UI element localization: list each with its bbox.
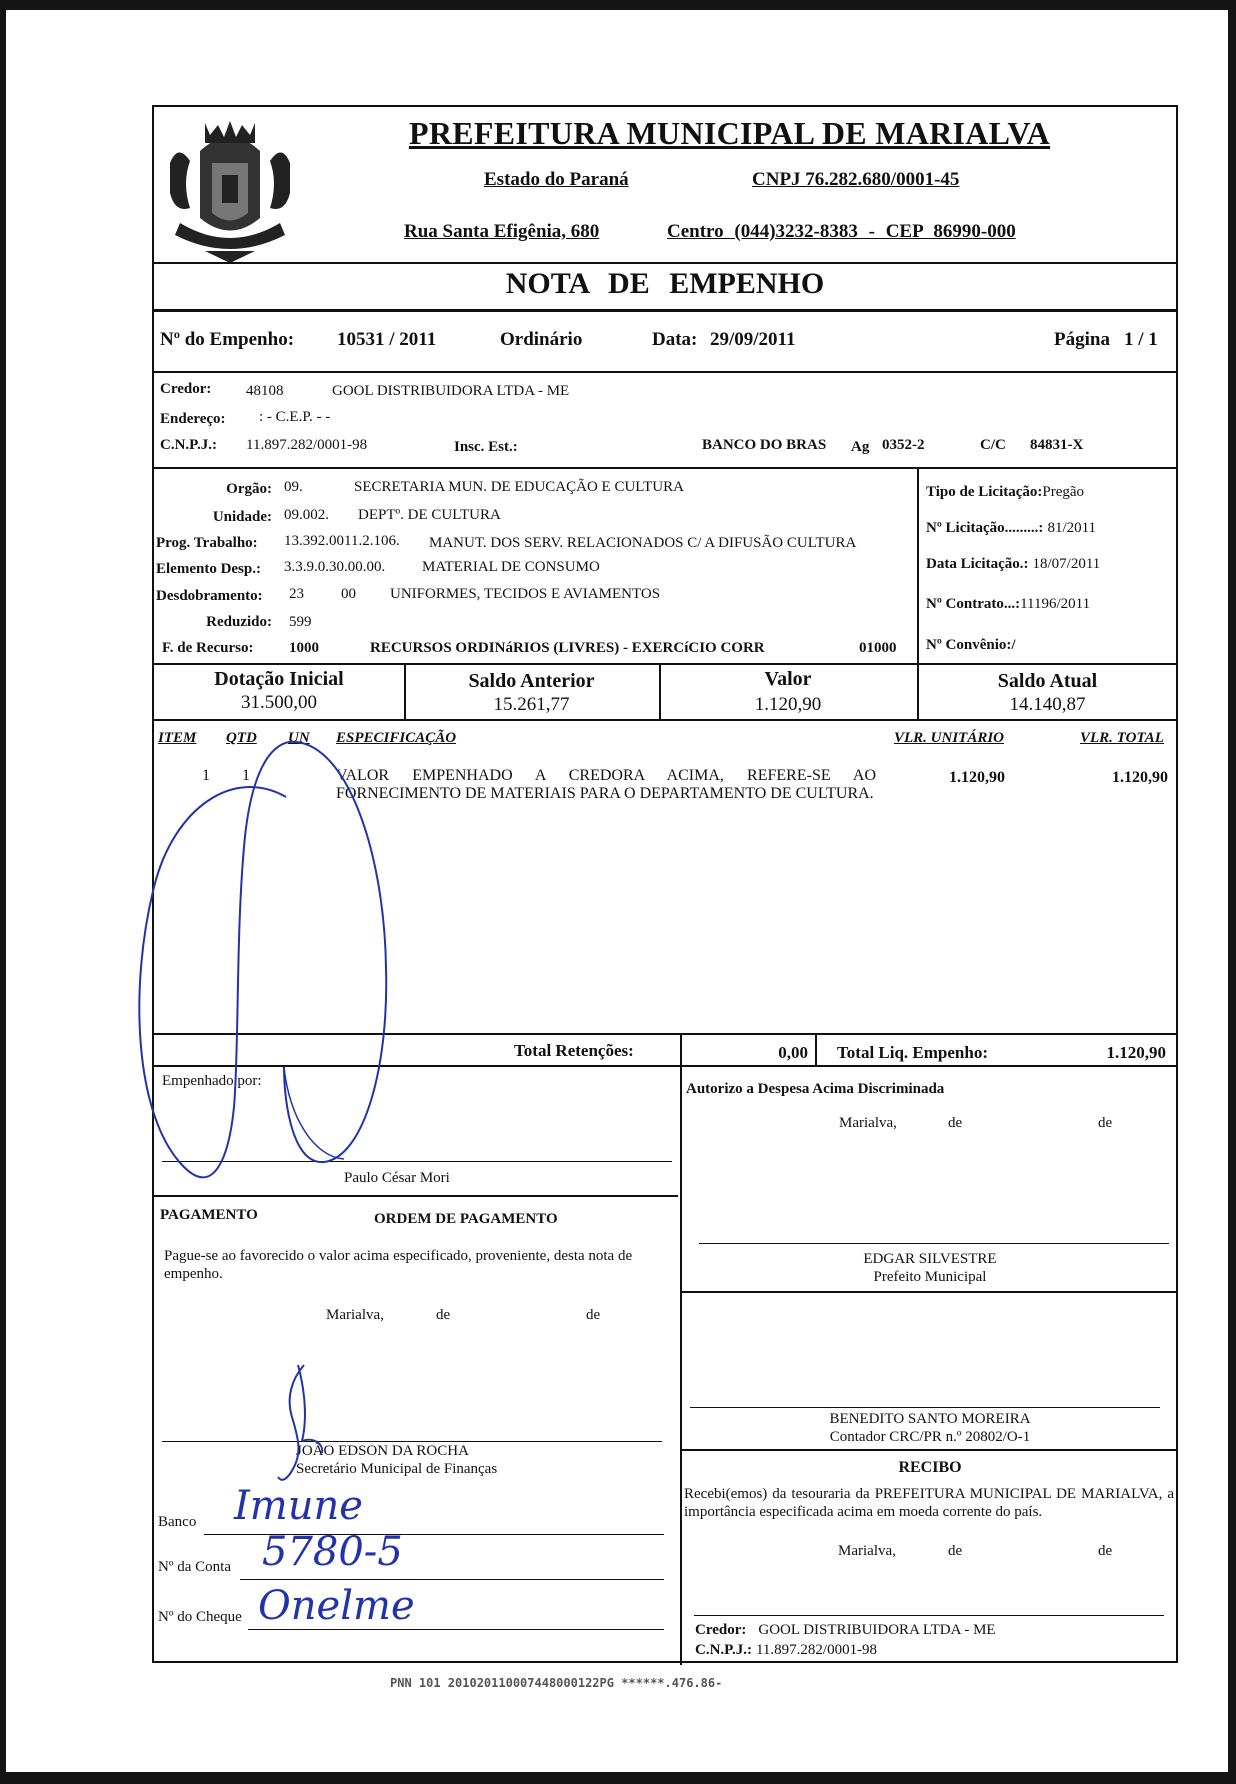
unidade-code: 09.002. xyxy=(284,507,329,523)
prog-name: MANUT. DOS SERV. RELACIONADOS C/ A DIFUSÃO CULTURA xyxy=(429,535,857,551)
col-item-header: ITEM xyxy=(158,730,197,746)
prefeito-name: EDGAR SILVESTRE xyxy=(863,1251,997,1267)
document-title: NOTA DE EMPENHO xyxy=(505,267,825,300)
contrato-label: Nº Contrato...: xyxy=(926,596,1021,612)
licitacao-date-label: Data Licitação.: xyxy=(926,556,1029,572)
licitacao-type-value: Pregão xyxy=(1042,484,1085,500)
cheque-handwritten: Onelme xyxy=(258,1583,415,1629)
recibo-de2: de xyxy=(1098,1543,1113,1559)
recibo-credor xyxy=(695,1621,996,1639)
recurso-label: F. de Recurso: xyxy=(162,640,254,656)
street-address: Rua Santa Efigênia, 680 xyxy=(404,221,600,242)
licitacao-number-label: Nº Licitação.........: xyxy=(926,520,1044,536)
col-total-header: VLR. TOTAL xyxy=(1080,730,1164,746)
recurso-code: 1000 xyxy=(289,640,319,656)
account-label: C/C xyxy=(980,437,1006,453)
empenho-date-label: Data: xyxy=(652,329,698,350)
empenhado-signature-line xyxy=(162,1161,672,1162)
cheque-label: Nº do Cheque xyxy=(158,1609,242,1625)
page-label: Página xyxy=(1054,329,1110,350)
licitacao-type xyxy=(926,483,1084,501)
unidade-label: Unidade: xyxy=(212,509,272,525)
col-qtd-header: QTD xyxy=(226,730,257,746)
desdobramento-sub: 00 xyxy=(341,586,356,602)
pagamento-de2: de xyxy=(586,1307,601,1323)
reduzido-value: 599 xyxy=(289,614,312,630)
recibo-signature-line xyxy=(694,1615,1164,1616)
licitacao-date-value: 18/07/2011 xyxy=(1032,556,1101,572)
insc-est-label: Insc. Est.: xyxy=(454,439,518,455)
saldo-atual-value: 14.140,87 xyxy=(1009,694,1086,715)
saldo-atual-label: Saldo Atual xyxy=(997,670,1098,692)
licitacao-type-label: Tipo de Licitação: xyxy=(926,484,1043,500)
recibo-place: Marialva, xyxy=(838,1543,896,1559)
coat-of-arms-icon xyxy=(160,113,300,263)
banco-label: Banco xyxy=(158,1514,197,1530)
contador-role: Contador CRC/PR n.º 20802/O-1 xyxy=(829,1429,1031,1445)
total-retencoes-value: 0,00 xyxy=(778,1043,808,1062)
elemento-name: MATERIAL DE CONSUMO xyxy=(422,559,600,575)
item-total-value: 1.120,90 xyxy=(1112,769,1168,786)
autorizo-de1: de xyxy=(948,1115,963,1131)
dotacao-label: Dotação Inicial xyxy=(214,668,344,690)
account-value: 84831-X xyxy=(1030,437,1084,453)
autorizo-label: Autorizo a Despesa Acima Discriminada xyxy=(686,1081,945,1097)
item-number: 1 xyxy=(202,767,210,784)
credor-label: Credor: xyxy=(160,381,212,397)
reduzido-label: Reduzido: xyxy=(206,614,272,630)
address-label: Endereço: xyxy=(160,411,226,427)
address-value: : - C.E.P. - - xyxy=(259,409,331,425)
item-qtd: 1 xyxy=(242,767,250,784)
agency-value: 0352-2 xyxy=(882,437,925,453)
prog-label: Prog. Trabalho: xyxy=(156,535,258,551)
empenho-date: 29/09/2011 xyxy=(710,329,796,350)
conta-label: Nº da Conta xyxy=(158,1559,231,1575)
pagamento-label: PAGAMENTO xyxy=(160,1207,258,1223)
empenhado-name: Paulo César Mori xyxy=(344,1170,450,1186)
valor-value: 1.120,90 xyxy=(754,694,822,715)
total-liq-label: Total Liq. Empenho: xyxy=(837,1043,988,1062)
saldo-anterior-label: Saldo Anterior xyxy=(468,670,595,692)
secretario-signature-line xyxy=(162,1441,662,1442)
pagamento-de1: de xyxy=(436,1307,451,1323)
orgao-name: SECRETARIA MUN. DE EDUCAÇÃO E CULTURA xyxy=(354,479,684,495)
credor-code: 48108 xyxy=(246,383,284,399)
nota-de-empenho-form xyxy=(152,105,1178,1663)
secretario-role: Secretário Municipal de Finanças xyxy=(296,1461,498,1477)
recibo-text: Recebi(emos) da tesouraria da PREFEITURA MUNICIPAL DE MARIALVA, a importância especificada acima em moeda corrente do país. xyxy=(684,1486,1174,1520)
recibo-credor-label: Credor: xyxy=(695,1622,747,1638)
recurso-name: RECURSOS ORDINáRIOS (LIVRES) - EXERCíCIO CORR xyxy=(370,640,765,656)
municipality-cnpj: CNPJ 76.282.680/0001-45 xyxy=(752,169,960,190)
licitacao-date xyxy=(926,555,1100,573)
recibo-de1: de xyxy=(948,1543,963,1559)
empenho-number-label: Nº do Empenho: xyxy=(160,329,295,350)
prefeito-role: Prefeito Municipal xyxy=(873,1269,987,1285)
recurso-sub: 01000 xyxy=(859,640,897,656)
desdobramento-name: UNIFORMES, TECIDOS E AVIAMENTOS xyxy=(390,586,661,602)
banco-handwritten: Imune xyxy=(234,1483,363,1529)
bank-name: BANCO DO BRAS xyxy=(702,437,827,453)
recibo-title: RECIBO xyxy=(898,1459,962,1476)
recibo-cnpj-label: C.N.P.J.: xyxy=(695,1642,752,1658)
total-liq-value: 1.120,90 xyxy=(1106,1043,1166,1062)
autorizo-place: Marialva, xyxy=(839,1115,897,1131)
elemento-code: 3.3.9.0.30.00.00. xyxy=(284,559,386,575)
valor-label: Valor xyxy=(764,668,812,690)
handwritten-signature-empenhado xyxy=(114,687,457,1207)
recibo-cnpj xyxy=(695,1641,877,1659)
prog-code: 13.392.0011.2.106. xyxy=(284,533,400,549)
empenho-type: Ordinário xyxy=(500,329,583,350)
conta-line xyxy=(240,1579,664,1580)
contador-signature-line xyxy=(690,1407,1160,1408)
contrato xyxy=(926,595,1090,613)
licitacao-number xyxy=(926,519,1096,537)
col-unit-header: VLR. UNITÁRIO xyxy=(894,730,1005,746)
prefeito-signature-line xyxy=(699,1243,1169,1244)
contador-name: BENEDITO SANTO MOREIRA xyxy=(829,1411,1031,1427)
elemento-label: Elemento Desp.: xyxy=(156,561,261,577)
cheque-line xyxy=(248,1629,664,1630)
state-label: Estado do Paraná xyxy=(484,169,629,190)
pagamento-place: Marialva, xyxy=(326,1307,384,1323)
footer-code: PNN 101 201020110007448000122PG ******.476.86- xyxy=(390,1676,723,1690)
saldo-anterior-value: 15.261,77 xyxy=(493,694,570,715)
page-number: 1 / 1 xyxy=(1124,329,1158,350)
unidade-name: DEPTº. DE CULTURA xyxy=(358,507,501,523)
pagamento-text: Pague-se ao favorecido o valor acima especificado, proveniente, desta nota de empenho. xyxy=(164,1248,633,1282)
desdobramento-label: Desdobramento: xyxy=(156,588,263,604)
col-un-header: UN xyxy=(288,730,310,746)
orgao-code: 09. xyxy=(284,479,303,495)
recibo-cnpj-value: 11.897.282/0001-98 xyxy=(755,1642,878,1658)
desdobramento-code: 23 xyxy=(289,586,304,602)
total-retencoes-label: Total Retenções: xyxy=(514,1041,634,1060)
convenio-label: Nº Convênio:/ xyxy=(926,637,1016,653)
cnpj-label: C.N.P.J.: xyxy=(160,437,217,453)
empenho-number: 10531 / 2011 xyxy=(337,329,437,350)
municipality-address: Centro (044)3232-8383 - CEP 86990-000 xyxy=(667,221,1016,242)
contrato-value: 11196/2011 xyxy=(1020,596,1091,612)
autorizo-de2: de xyxy=(1098,1115,1113,1131)
municipality-title: PREFEITURA MUNICIPAL DE MARIALVA xyxy=(409,115,1051,151)
recibo-credor-value: GOOL DISTRIBUIDORA LTDA - ME xyxy=(758,1622,996,1638)
col-spec-header: ESPECIFICAÇÃO xyxy=(336,730,457,746)
dotacao-value: 31.500,00 xyxy=(241,692,317,713)
orgao-label: Orgão: xyxy=(226,481,272,497)
item-spec: VALOR EMPENHADO A CREDORA ACIMA, REFERE-SE AO FORNECIMENTO DE MATERIAIS PARA O DEPARTAMENTO DE CULTURA. xyxy=(336,767,876,802)
licitacao-number-value: 81/2011 xyxy=(1047,520,1097,536)
agency-label: Ag xyxy=(851,439,870,455)
secretario-name: JOÃO EDSON DA ROCHA xyxy=(296,1443,469,1459)
empenhado-por-label: Empenhado por: xyxy=(162,1073,262,1089)
conta-handwritten: 5780-5 xyxy=(262,1529,403,1575)
credor-name: GOOL DISTRIBUIDORA LTDA - ME xyxy=(332,383,570,399)
cnpj-value: 11.897.282/0001-98 xyxy=(246,437,368,453)
item-unit-value: 1.120,90 xyxy=(949,769,1005,786)
ordem-pagamento-label: ORDEM DE PAGAMENTO xyxy=(374,1211,558,1227)
